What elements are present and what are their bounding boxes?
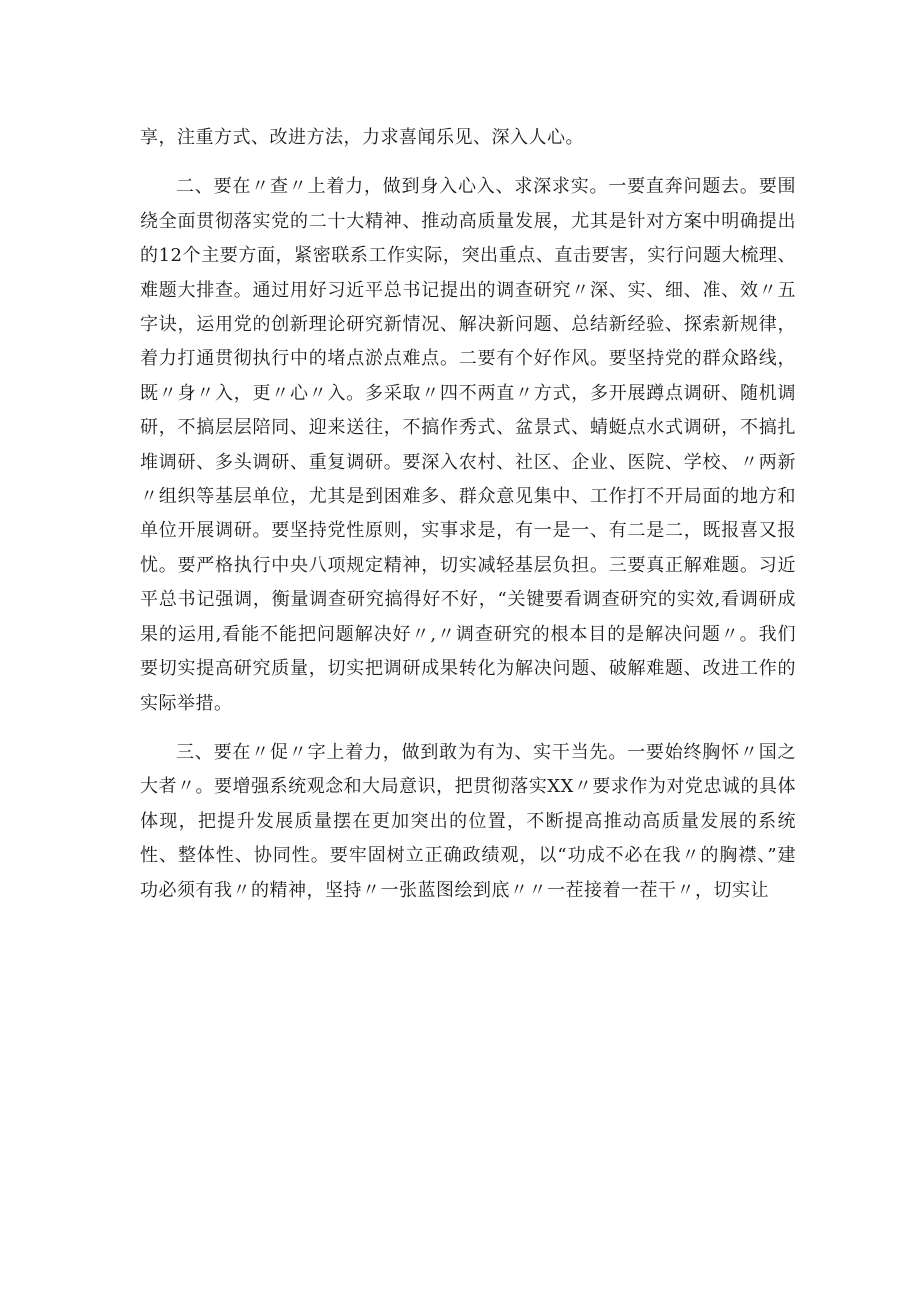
paragraph-section-two: 二、要在〃查〃上着力，做到身入心入、求深求实。一要直奔问题去。要围绕全面贯彻落实党的二十大精神、推动高质量发展，尤其是针对方案中明确提出的12个主要方面，紧密联系工作实际，突出重点、直击要害，实行问题大梳理、难题大排查。通过用好习近平总书记提出的调查研究〃深、实、细、准、效〃五字诀，运用党的创新理论研究新情况、解决新问题、总结新经验、探索新规律，着力打通贯彻执行中的堵点淤点难点。二要有个好作风。要坚持党的群众路线，既〃身〃入，更〃心〃入。多采取〃四不两直〃方式，多开展蹲点调研、随机调研，不搞层层陪同、迎来送往，不搞作秀式、盆景式、蜻蜓点水式调研，不搞扎堆调研、多头调研、重复调研。要深入农村、社区、企业、医院、学校、〃两新〃组织等基层单位，尤其是到困难多、群众意见集中、工作打不开局面的地方和单位开展调研。要坚持党性原则，实事求是，有一是一、有二是二，既报喜又报忧。要严格执行中央八项规定精神，切实减轻基层负担。三要真正解难题。习近平总书记强调，衡量调查研究搞得好不好，“关键要看调查研究的实效,看调研成果的运用,看能不能把问题解决好〃,〃调查研究的根本目的是解决问题〃。我们要切实提高研究质量，切实把调研成果转化为解决问题、破解难题、改进工作的实际举措。 — [140, 176, 796, 714]
paragraph-continued: 享，注重方式、改进方法，力求喜闻乐见、深入人心。 — [140, 127, 584, 148]
paragraph-section-three: 三、要在〃促〃字上着力，做到敢为有为、实干当先。一要始终胸怀〃国之大者〃。要增强系统观念和大局意识，把贯彻落实XX〃要求作为对党忠诚的具体体现，把提升发展质量摆在更加突出的位置，不断提高推动高质量发展的系统性、整体性、协同性。要牢固树立正确政绩观，以“功成不必在我〃的胸襟、”建功必须有我〃的精神，坚持〃一张蓝图绘到底〃〃一茬接着一茬干〃，切实让 — [140, 741, 796, 901]
document-body — [140, 121, 796, 923]
